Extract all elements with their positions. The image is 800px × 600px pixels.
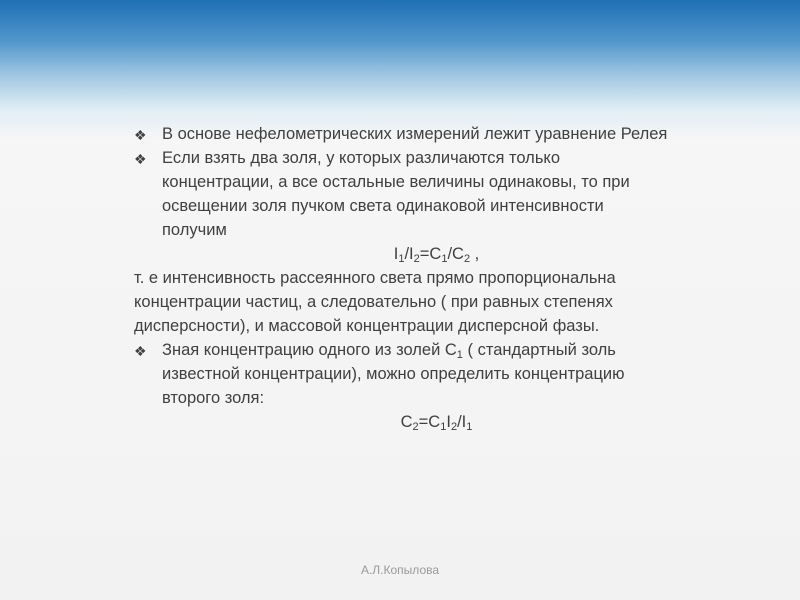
bullet-item-3 xyxy=(134,338,669,410)
bullet-item-1 xyxy=(134,122,669,146)
diamond-bullet-icon: ❖ xyxy=(134,151,147,167)
bullet-item-1-text: В основе нефелометрических измерений лежит уравнение Релея xyxy=(162,125,668,143)
diamond-bullet-icon: ❖ xyxy=(134,343,147,359)
bullet-item-3-text: Зная концентрацию одного из золей $С_1$ ( стандартный золь известной концентрации), можно определить концентрацию второго золя: xyxy=(162,341,625,407)
bullet-item-2-text: Если взять два золя, у которых различаются только концентрации, а все остальные величины одинаковы, то при освещении золя пучком света одинаковой интенсивности получим xyxy=(162,149,630,239)
formula-concentration: $C_2=C_1I_2/I_1$ xyxy=(400,413,473,433)
author-footer: А.Л.Копылова xyxy=(360,563,440,577)
bullet-item-2 xyxy=(134,146,669,242)
formula-intensity-ratio: $I_1/I_2=C_1/C_2$ , xyxy=(393,245,480,265)
slide-body xyxy=(134,122,669,434)
diamond-bullet-icon: ❖ xyxy=(134,127,147,143)
explanation-paragraph: т. е интенсивность рассеянного света прямо пропорциональна концентрации частиц, а следовательно ( при равных степенях дисперсности), и массовой концентрации дисперсной фазы. xyxy=(134,269,616,335)
